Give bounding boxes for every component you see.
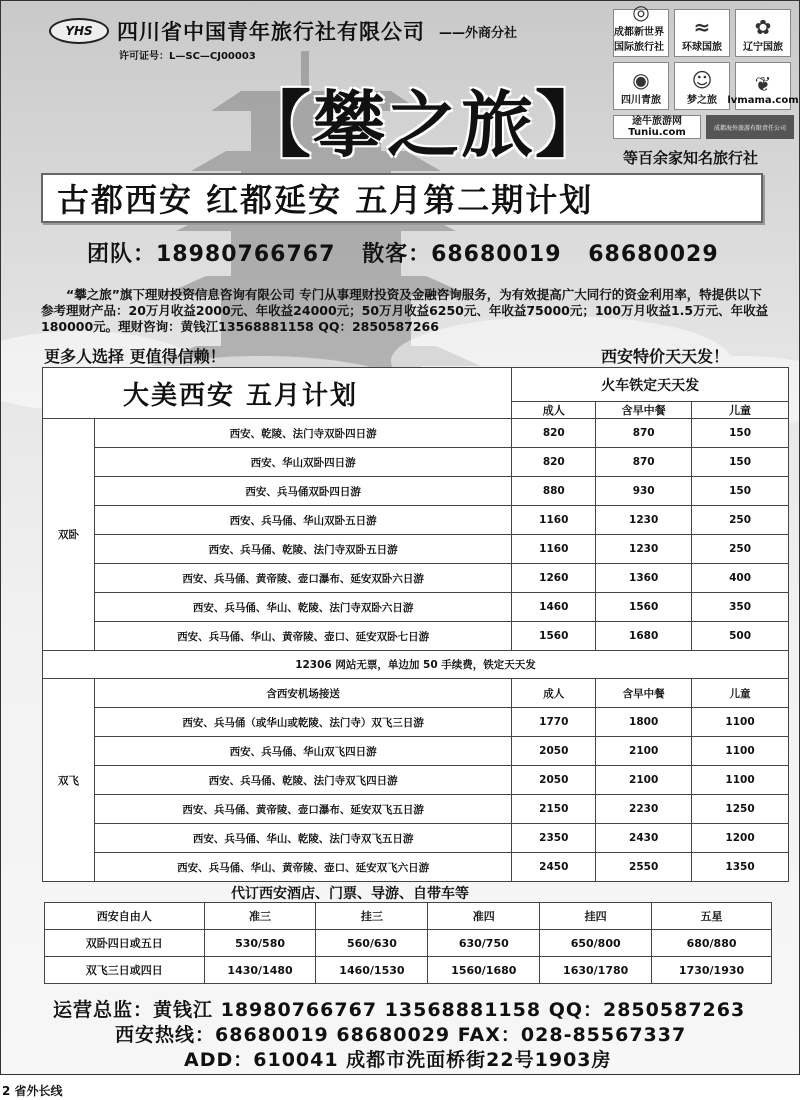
price-adult: 2050 [512, 737, 596, 766]
hotel-cell: 1460/1530 [316, 957, 428, 984]
table-row [43, 564, 789, 593]
partner-logo [674, 62, 730, 110]
table-row [43, 477, 789, 506]
price-child: 150 [692, 419, 789, 448]
table-row [43, 679, 789, 708]
partner-label: 成都新世界国际旅行社 [614, 27, 664, 53]
brand-title: 【攀之旅】 [239, 82, 610, 167]
partner-label: 梦之旅 [687, 95, 717, 106]
route-name: 西安、兵马俑（或华山或乾陵、法门寺）双飞三日游 [94, 708, 511, 737]
price-meal: 1560 [596, 593, 692, 622]
price-child: 1100 [692, 766, 789, 795]
price-adult: 820 [512, 419, 596, 448]
ticket-note: 12306 网站无票，单边加 50 手续费，铁定天天发 [43, 651, 789, 679]
route-name: 西安、兵马俑双卧四日游 [94, 477, 511, 506]
hotline [87, 237, 737, 268]
price-child: 250 [692, 506, 789, 535]
category-sleeper: 双卧 [43, 419, 95, 651]
rabbit-logo-icon: ❦ [754, 72, 772, 96]
individual-phone-2: 68680029 [588, 242, 719, 267]
route-name: 西安、兵马俑、华山、黄帝陵、壶口、延安双飞六日游 [94, 853, 511, 882]
price-adult: 2050 [512, 766, 596, 795]
route-name: 西安、兵马俑、黄帝陵、壶口瀑布、延安双卧六日游 [94, 564, 511, 593]
price-child: 350 [692, 593, 789, 622]
table-row [43, 622, 789, 651]
wave-logo-icon: ≈ [693, 15, 711, 39]
price-meal: 1360 [596, 564, 692, 593]
footer-address: ADD：610041 成都市洗面桥街22号1903房 [184, 1049, 612, 1071]
price-adult: 2450 [512, 853, 596, 882]
company-header [49, 16, 517, 46]
table-row [43, 448, 789, 477]
price-meal: 2230 [596, 795, 692, 824]
partner-label: 辽宁国旅 [743, 42, 783, 53]
hotel-header: 准三 [204, 903, 316, 930]
price-meal: 870 [596, 419, 692, 448]
team-phone: 团队：18980766767 [87, 242, 336, 267]
footer-manager: 运营总监：黄钱江 18980766767 13568881158 QQ：2850587263 [53, 999, 746, 1021]
partner-logo [674, 9, 730, 57]
slogan-right: 西安特价天天发！ [601, 347, 730, 366]
partner-logos [613, 0, 799, 139]
partner-logo [735, 9, 791, 57]
route-name: 西安、兵马俑、华山、乾陵、法门寺双卧六日游 [94, 593, 511, 622]
overseas-travel-logo: 成都海外旅游有限责任公司 [706, 115, 794, 139]
tour-price-table [42, 367, 789, 882]
hotel-cell: 1430/1480 [204, 957, 316, 984]
train-header: 火车铁定天天发 [512, 368, 789, 402]
hotel-cell: 1630/1780 [540, 957, 652, 984]
table-row [43, 824, 789, 853]
partner-logo [613, 62, 669, 110]
butterfly-logo-icon: ✿ [754, 15, 772, 39]
hotel-cell: 双卧四日或五日 [45, 930, 205, 957]
table-row [43, 593, 789, 622]
branch-name: ——外商分社 [439, 25, 518, 41]
hotel-title: 代订西安酒店、门票、导游、自带车等 [231, 886, 469, 902]
price-meal: 2430 [596, 824, 692, 853]
route-name: 西安、兵马俑、华山、乾陵、法门寺双飞五日游 [94, 824, 511, 853]
price-child: 150 [692, 448, 789, 477]
hotel-header: 挂三 [316, 903, 428, 930]
col-adult: 成人 [512, 402, 596, 419]
price-child: 1350 [692, 853, 789, 882]
price-child: 1100 [692, 708, 789, 737]
hotel-header: 准四 [428, 903, 540, 930]
table-row [43, 506, 789, 535]
price-meal: 1230 [596, 535, 692, 564]
col-child: 儿童 [692, 402, 789, 419]
hotel-cell: 530/580 [204, 930, 316, 957]
route-name: 西安、兵马俑、华山、黄帝陵、壶口、延安双卧七日游 [94, 622, 511, 651]
company-name: 四川省中国青年旅行社有限公司 [117, 20, 425, 44]
tour-title: 大美西安 五月计划 [43, 368, 512, 419]
license-number: 许可证号：L—SC—CJ00003 [119, 51, 256, 62]
price-adult: 2350 [512, 824, 596, 853]
table-row [45, 903, 772, 930]
price-meal: 2100 [596, 737, 692, 766]
route-name: 西安、兵马俑、乾陵、法门寺双卧五日游 [94, 535, 511, 564]
col-meal: 含早中餐 [596, 679, 692, 708]
price-adult: 1460 [512, 593, 596, 622]
table-row [43, 853, 789, 882]
tuniu-cn: 途牛旅游网 [632, 116, 682, 127]
price-meal: 1680 [596, 622, 692, 651]
price-meal: 870 [596, 448, 692, 477]
hotel-header: 五星 [652, 903, 772, 930]
price-meal: 1800 [596, 708, 692, 737]
table-row [43, 708, 789, 737]
hotel-cell: 双飞三日或四日 [45, 957, 205, 984]
table-row [43, 535, 789, 564]
price-child: 1100 [692, 737, 789, 766]
hotel-cell: 1730/1930 [652, 957, 772, 984]
price-adult: 2150 [512, 795, 596, 824]
price-child: 1250 [692, 795, 789, 824]
individual-phone: 散客：68680019 [362, 242, 562, 267]
col-child: 儿童 [692, 679, 789, 708]
route-name: 西安、兵马俑、乾陵、法门寺双飞四日游 [94, 766, 511, 795]
hotel-cell: 1560/1680 [428, 957, 540, 984]
tuniu-logo [613, 115, 701, 139]
price-adult: 1160 [512, 506, 596, 535]
col-adult: 成人 [512, 679, 596, 708]
price-child: 250 [692, 535, 789, 564]
partner-logo [613, 0, 669, 57]
price-adult: 1260 [512, 564, 596, 593]
yhs-logo-icon: ◉ [632, 68, 650, 92]
partner-logo [727, 62, 799, 110]
table-row [43, 651, 789, 679]
fly-header: 含西安机场接送 [94, 679, 511, 708]
table-row [43, 419, 789, 448]
price-meal: 2550 [596, 853, 692, 882]
price-meal: 1230 [596, 506, 692, 535]
hotel-cell: 650/800 [540, 930, 652, 957]
price-child: 500 [692, 622, 789, 651]
price-child: 1200 [692, 824, 789, 853]
plan-banner: 古都西安 红都延安 五月第二期计划 [41, 173, 763, 223]
price-meal: 930 [596, 477, 692, 506]
price-adult: 1770 [512, 708, 596, 737]
panda-logo-icon: ☺ [691, 68, 713, 92]
col-meal: 含早中餐 [596, 402, 692, 419]
price-adult: 820 [512, 448, 596, 477]
table-row [45, 957, 772, 984]
yhs-logo-icon: YHS [49, 18, 109, 44]
price-adult: 880 [512, 477, 596, 506]
table-row [45, 930, 772, 957]
partner-label: lvmama.com [727, 95, 799, 106]
tuniu-en: Tuniu.com [628, 127, 686, 138]
table-row [43, 737, 789, 766]
hotel-header: 挂四 [540, 903, 652, 930]
route-name: 西安、兵马俑、华山双卧五日游 [94, 506, 511, 535]
partner-label: 环球国旅 [682, 42, 722, 53]
partner-label: 四川青旅 [621, 95, 661, 106]
hotel-cell: 630/750 [428, 930, 540, 957]
route-name: 西安、兵马俑、华山双飞四日游 [94, 737, 511, 766]
swirl-logo-icon: ◎ [632, 0, 650, 24]
route-name: 西安、华山双卧四日游 [94, 448, 511, 477]
page-label: 2 省外长线 [2, 1084, 63, 1098]
category-fly: 双飞 [43, 679, 95, 882]
partner-note: 等百余家知名旅行社 [623, 149, 759, 167]
price-adult: 1560 [512, 622, 596, 651]
finance-intro: “攀之旅”旗下理财投资信息咨询有限公司 专门从事理财投资及金融咨询服务，为有效提高广大同行的资金利用率，特提供以下参考理财产品：20万月收益2000元、年收益24000元；50万月收益6250元、年收益75000元；100万月收益1.5万元、年收益180000元。理财咨询：黄钱江13568881158 QQ：2850587266 [41, 287, 769, 334]
table-row [43, 766, 789, 795]
route-name: 西安、兵马俑、黄帝陵、壶口瀑布、延安双飞五日游 [94, 795, 511, 824]
slogan-left: 更多人选择 更值得信赖！ [44, 347, 226, 366]
price-meal: 2100 [596, 766, 692, 795]
hotel-cell: 680/880 [652, 930, 772, 957]
price-adult: 1160 [512, 535, 596, 564]
footer-hotline: 西安热线：68680019 68680029 FAX：028-85567337 [115, 1024, 687, 1046]
hotel-price-table [44, 902, 772, 984]
price-child: 150 [692, 477, 789, 506]
price-child: 400 [692, 564, 789, 593]
route-name: 西安、乾陵、法门寺双卧四日游 [94, 419, 511, 448]
hotel-cell: 560/630 [316, 930, 428, 957]
hotel-header: 西安自由人 [45, 903, 205, 930]
table-row [43, 795, 789, 824]
